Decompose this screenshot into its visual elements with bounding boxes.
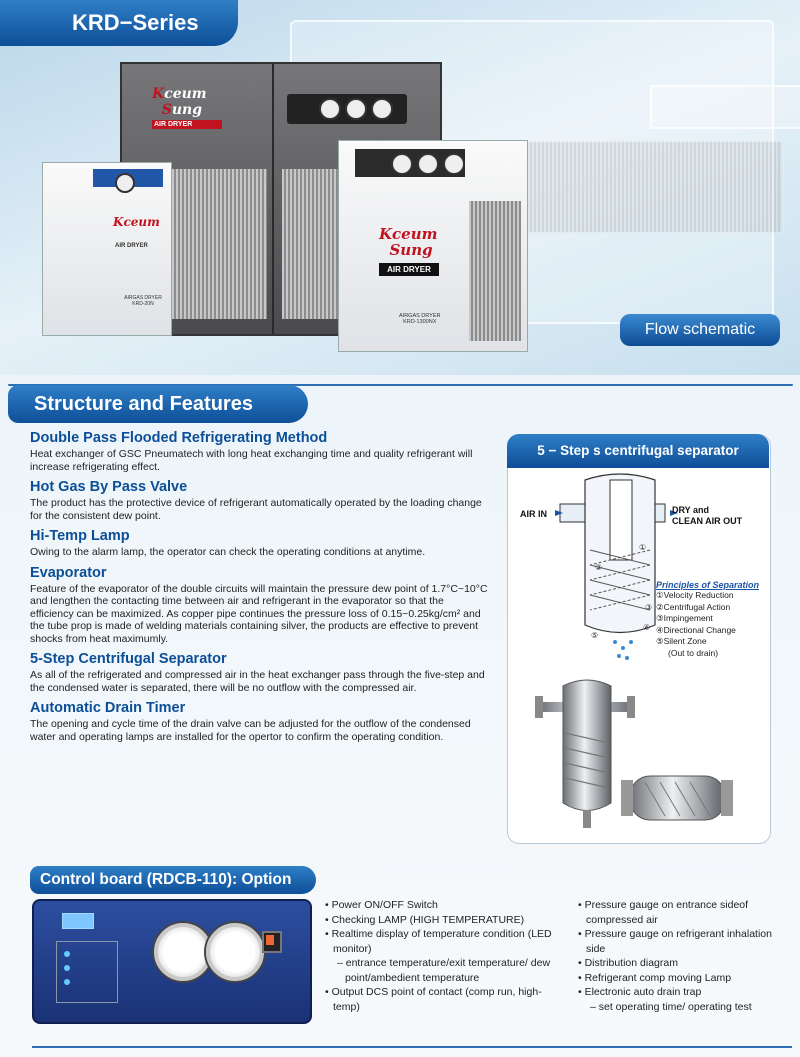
principle-item: ②Centrifugal Action xyxy=(656,601,731,612)
medium-dryer-logo: Kceum Sung xyxy=(379,225,438,259)
feature-heading: Hot Gas By Pass Valve xyxy=(30,479,188,495)
control-feature-item: • Distribution diagram xyxy=(578,957,678,969)
control-feature-item: • Checking LAMP (HIGH TEMPERATURE) xyxy=(325,913,525,926)
svg-text:②: ② xyxy=(595,563,603,572)
svg-text:③: ③ xyxy=(645,603,653,612)
control-feature-item: • Electronic auto drain trap xyxy=(578,986,702,998)
feature-heading: Double Pass Flooded Refrigerating Method xyxy=(30,430,328,446)
feature-item xyxy=(30,430,490,473)
gauge-icon xyxy=(115,173,135,193)
control-feature-subitem: – entrance temperature/exit temperature/ dew point/ambedient temperature xyxy=(337,957,551,984)
feature-heading: Evaporator xyxy=(30,564,107,581)
background-panel-ghost xyxy=(650,85,800,129)
medium-air-dryer xyxy=(338,140,528,352)
medium-dryer-plate: AIRGAS DRYER KRD-1300NX xyxy=(399,313,441,325)
pressure-gauge-icon xyxy=(206,923,264,981)
medium-dryer-type: AIR DRYER xyxy=(379,263,439,276)
feature-item xyxy=(30,565,490,646)
gauge-icon xyxy=(391,153,413,175)
gauge-icon xyxy=(319,98,341,120)
principles-title: Principles of Separation xyxy=(656,580,760,590)
gauge-icon xyxy=(345,98,367,120)
feature-text: Feature of the evaporator of the double circuits will maintain the pressure dew point of 1.7°C~10°C and lengthen the contacting time between air and refrigerant in the evaporator so that the efficiency can be maximized. As copper pipe continues the pressure loss of 0.15~0.25kg/cm² and the tube prop is made of welding materials containing silver, the products are effective to prevent shocks from heat maximumly. xyxy=(30,582,488,645)
principle-item: ③Impingement xyxy=(656,613,713,623)
feature-item xyxy=(30,700,490,743)
control-feature-item: • Output DCS point of contact (comp run, high-temp) xyxy=(325,986,542,1013)
series-title: KRD−Series xyxy=(0,0,238,46)
large-dryer-control-panel xyxy=(287,94,407,124)
control-features-left xyxy=(325,898,560,1014)
bottom-divider xyxy=(32,1046,792,1048)
feature-text: Heat exchanger of GSC Pneumatech with long heat exchanging time and quality refrigerant will increase refrigerating effect. xyxy=(30,448,473,473)
small-air-dryer xyxy=(42,162,172,336)
small-dryer-type: AIR DRYER xyxy=(115,243,148,249)
medium-dryer-grill xyxy=(469,201,521,341)
air-in-label: AIR IN xyxy=(520,509,547,519)
small-dryer-logo: Kceum xyxy=(113,215,160,229)
control-features-right xyxy=(578,898,778,1014)
hero-banner xyxy=(0,0,800,375)
principle-item: ④Directional Change xyxy=(656,624,736,635)
control-feature-item: • Refrigerant comp moving Lamp xyxy=(578,971,732,984)
small-dryer-plate: AIRGAS DRYER KRD-20N xyxy=(124,295,162,307)
svg-text:⑤: ⑤ xyxy=(591,631,599,640)
feature-text: The product has the protective device of refrigerant automatically operated by the loading change for the consistent dew point. xyxy=(30,497,482,522)
flow-schematic-button[interactable]: Flow schematic xyxy=(620,314,780,346)
air-out-label-2: CLEAN AIR OUT xyxy=(672,516,743,526)
principle-item: ⑤Silent Zone xyxy=(656,636,707,646)
control-board-title: Control board (RDCB-110): Option xyxy=(30,866,316,894)
gauge-icon xyxy=(417,153,439,175)
feature-text: As all of the refrigerated and compressed air in the heat exchanger pass through the five-step and the condensed water is separated, there will be no outflow with the compressed air. xyxy=(30,669,485,694)
principle-item: (Out to drain) xyxy=(668,647,719,658)
principle-item: ①Velocity Reduction xyxy=(656,590,734,600)
feature-text: The opening and cycle time of the drain valve can be adjusted for the outflow of the condensed water and operating lamps are installed for the opertor to confirm the operating condition. xyxy=(30,718,471,743)
separator-photo xyxy=(535,678,765,838)
principles-list xyxy=(656,580,766,659)
svg-text:④: ④ xyxy=(643,623,651,632)
control-feature-item: • Power ON/OFF Switch xyxy=(325,899,438,911)
feature-item xyxy=(30,651,490,694)
gauge-icon xyxy=(443,153,465,175)
led-display xyxy=(62,913,94,929)
control-feature-item: • Pressure gauge on entrance sideof compressed air xyxy=(578,899,749,926)
pressure-gauge-icon xyxy=(154,923,212,981)
control-feature-item: • Realtime display of temperature condition (LED monitor) xyxy=(325,928,552,955)
large-dryer-logo: Kceum Sung AIR DRYER xyxy=(152,86,222,136)
control-board-image xyxy=(32,899,312,1024)
feature-text: Owing to the alarm lamp, the operator can check the operating conditions at anytime. xyxy=(30,546,426,558)
gauge-icon xyxy=(371,98,393,120)
control-feature-subitem: – set operating time/ operating test xyxy=(590,1000,752,1013)
air-out-label-1: DRY and xyxy=(672,505,710,515)
feature-heading: Automatic Drain Timer xyxy=(30,700,186,716)
feature-item xyxy=(30,528,490,559)
feature-item xyxy=(30,479,490,522)
feature-heading: 5-Step Centrifugal Separator xyxy=(30,651,227,667)
separator-title: 5 − Step s centrifugal separator xyxy=(507,434,769,468)
svg-text:①: ① xyxy=(639,543,647,552)
feature-heading: Hi-Temp Lamp xyxy=(30,528,130,544)
feature-list xyxy=(30,430,490,749)
control-feature-item: • Pressure gauge on refrigerant inhalation side xyxy=(578,928,772,955)
structure-features-title: Structure and Features xyxy=(8,385,308,423)
